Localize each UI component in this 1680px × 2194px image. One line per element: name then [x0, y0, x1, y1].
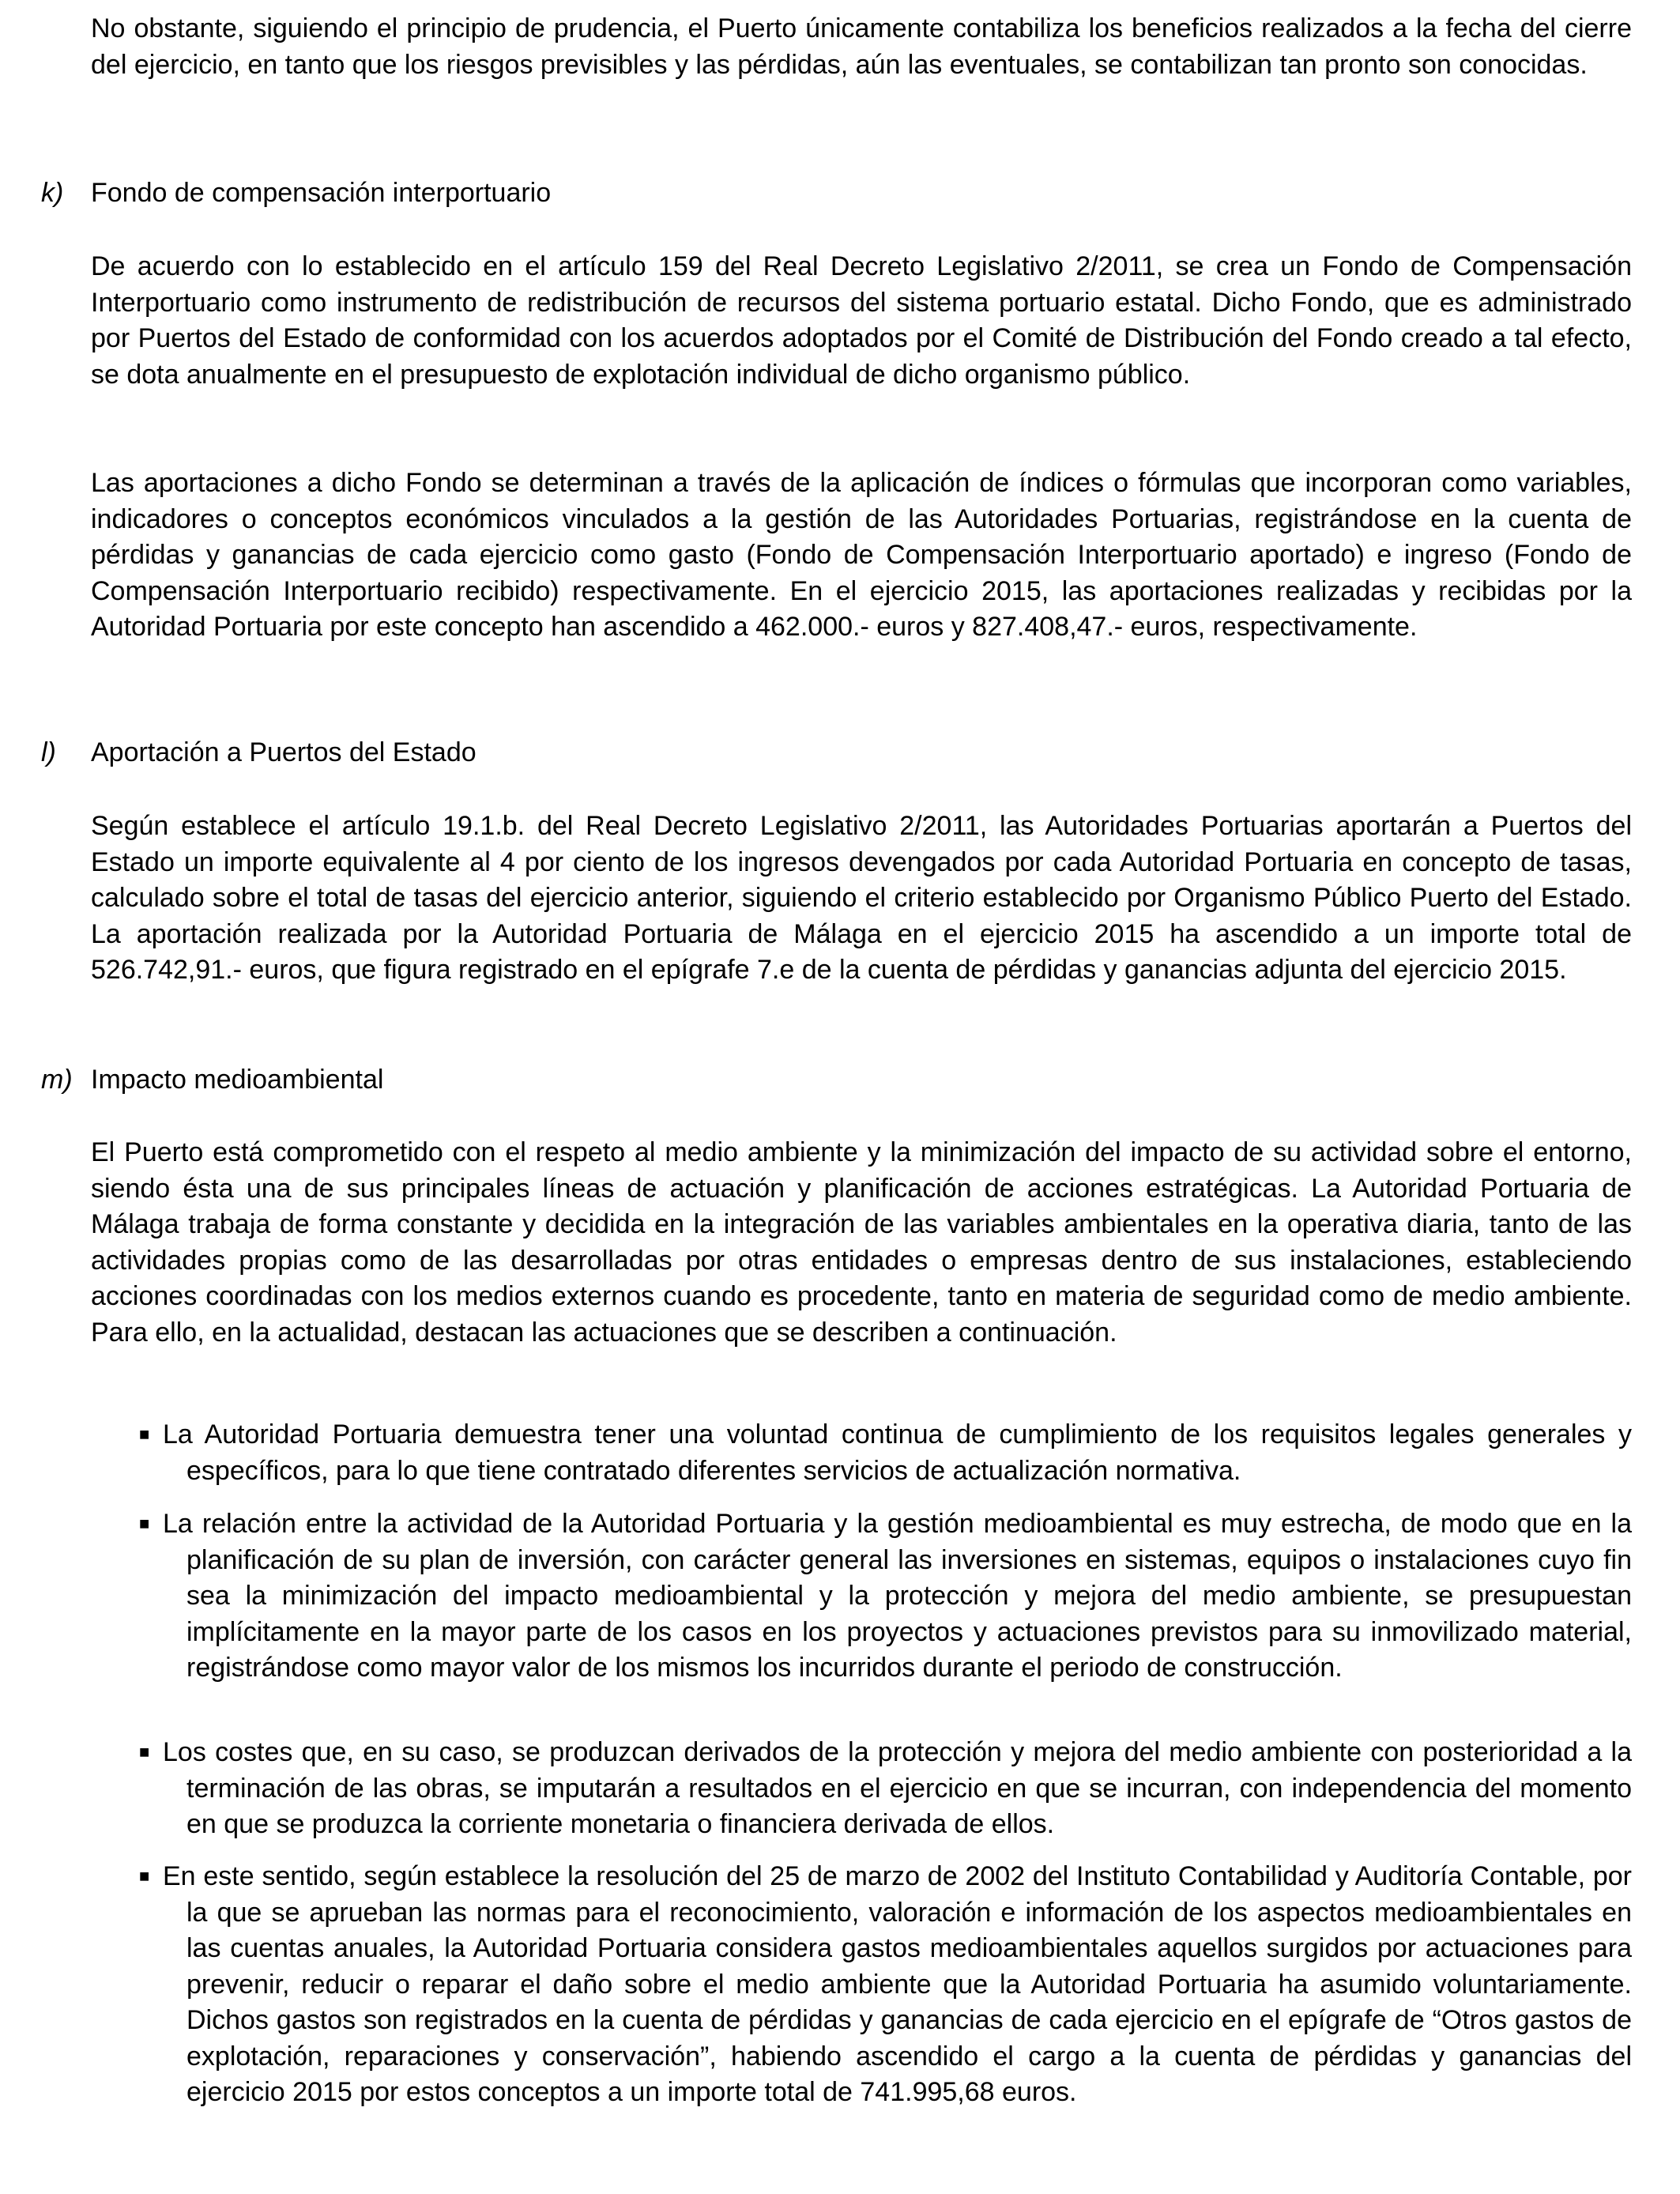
section-m-bullet-1 — [139, 1416, 1632, 1489]
section-letter-l: l) — [41, 737, 56, 767]
section-k-paragraph-1: De acuerdo con lo establecido en el artículo 159 del Real Decreto Legislativo 2/2011, se crea un Fondo de Compensación Interportuario como instrumento de redistribución de recursos del sistema portuario estatal. Dicho Fondo, que es administrado por Puertos del Estado de conformidad con los acuerdos adoptados por el Comité de Distribución del Fondo creado a tal efecto, se dota anualmente en el presupuesto de explotación individual de dicho organismo público. — [91, 251, 1632, 390]
square-bullet-icon: ■ — [139, 1514, 150, 1533]
section-title-m: Impacto medioambiental — [91, 1065, 384, 1095]
section-m-bullet-3 — [139, 1734, 1632, 1843]
intro-paragraph: No obstante, siguiendo el principio de prudencia, el Puerto únicamente contabiliza los beneficios realizados a la fecha del cierre del ejercicio, en tanto que los riesgos previsibles y las pérdidas, aún las eventuales, se contabilizan tan pronto son conocidas. — [91, 13, 1632, 80]
section-title-k: Fondo de compensación interportuario — [91, 178, 552, 208]
square-bullet-icon: ■ — [139, 1742, 150, 1762]
bullet-text: Los costes que, en su caso, se produzcan derivados de la protección y mejora del medio ambiente con posterioridad a la terminación de las obras, se imputarán a resultados en el ejercicio en que se incurran, con independencia del momento en que se produzca la corriente monetaria o financiera derivada de ellos. — [163, 1737, 1632, 1839]
section-heading-k — [41, 175, 551, 212]
bullet-text: La relación entre la actividad de la Autoridad Portuaria y la gestión medioambiental es muy estrecha, de modo que en la planificación de su plan de inversión, con carácter general las inversiones en sistemas, equipos o instalaciones cuyo fin sea la minimización del impacto medioambiental y la protección y mejora del medio ambiente, se presupuestan implícitamente en la mayor parte de los casos en los proyectos y actuaciones previstos para su inmovilizado material, registrándose como mayor valor de los mismos los incurridos durante el periodo de construcción. — [163, 1509, 1632, 1683]
bullet-text: En este sentido, según establece la resolución del 25 de marzo de 2002 del Instituto Contabilidad y Auditoría Contable, por la que se aprueban las normas para el reconocimiento, valoración e información de los aspectos medioambientales en las cuentas anuales, la Autoridad Portuaria considera gastos medioambientales aquellos surgidos por actuaciones para prevenir, reducir o reparar el daño sobre el medio ambiente que la Autoridad Portuaria ha asumido voluntariamente. Dichos gastos son registrados en la cuenta de pérdidas y ganancias de cada ejercicio en el epígrafe de “Otros gastos de explotación, reparaciones y conservación”, habiendo ascendido el cargo a la cuenta de pérdidas y ganancias del ejercicio 2015 por estos conceptos a un importe total de 741.995,68 euros. — [163, 1861, 1632, 2107]
section-m-paragraph-1: El Puerto está comprometido con el respeto al medio ambiente y la minimización del impacto de su actividad sobre el entorno, siendo ésta una de sus principales líneas de actuación y planificación de acciones estratégicas. La Autoridad Portuaria de Málaga trabaja de forma constante y decidida en la integración de las variables ambientales en la operativa diaria, tanto de las actividades propias como de las desarrolladas por otras entidades o empresas dentro de sus instalaciones, estableciendo acciones coordinadas con los medios externos cuando es procedente, tanto en materia de seguridad como de medio ambiente. Para ello, en la actualidad, destacan las actuaciones que se describen a continuación. — [91, 1137, 1632, 1348]
section-letter-m: m) — [41, 1065, 73, 1095]
square-bullet-icon: ■ — [139, 1424, 150, 1444]
section-heading-m — [41, 1062, 383, 1099]
section-k-paragraph-2: Las aportaciones a dicho Fondo se determinan a través de la aplicación de índices o fórmulas que incorporan como variables, indicadores o conceptos económicos vinculados a la gestión de las Autoridades Portuarias, registrándose en la cuenta de pérdidas y ganancias de cada ejercicio como gasto (Fondo de Compensación Interportuario aportado) e ingreso (Fondo de Compensación Interportuario recibido) respectivamente. En el ejercicio 2015, las aportaciones realizadas y recibidas por la Autoridad Portuaria por este concepto han ascendido a 462.000.- euros y 827.408,47.- euros, respectivamente. — [91, 468, 1632, 642]
section-l-paragraph-1: Según establece el artículo 19.1.b. del Real Decreto Legislativo 2/2011, las Autoridades Portuarias aportarán a Puertos del Estado un importe equivalente al 4 por ciento de los ingresos devengados por cada Autoridad Portuaria en concepto de tasas, calculado sobre el total de tasas del ejercicio anterior, siguiendo el criterio establecido por Organismo Público Puerto del Estado. La aportación realizada por la Autoridad Portuaria de Málaga en el ejercicio 2015 ha ascendido a un importe total de 526.742,91.- euros, que figura registrado en el epígrafe 7.e de la cuenta de pérdidas y ganancias adjunta del ejercicio 2015. — [91, 811, 1632, 985]
section-title-l: Aportación a Puertos del Estado — [91, 737, 477, 767]
bullet-text: La Autoridad Portuaria demuestra tener una voluntad continua de cumplimiento de los requisitos legales generales y específicos, para lo que tiene contratado diferentes servicios de actualización normativa. — [163, 1419, 1632, 1486]
section-heading-l — [41, 735, 477, 771]
section-m-bullet-4 — [139, 1858, 1632, 2111]
section-m-bullet-2 — [139, 1506, 1632, 1687]
section-letter-k: k) — [41, 178, 64, 208]
square-bullet-icon: ■ — [139, 1866, 150, 1886]
